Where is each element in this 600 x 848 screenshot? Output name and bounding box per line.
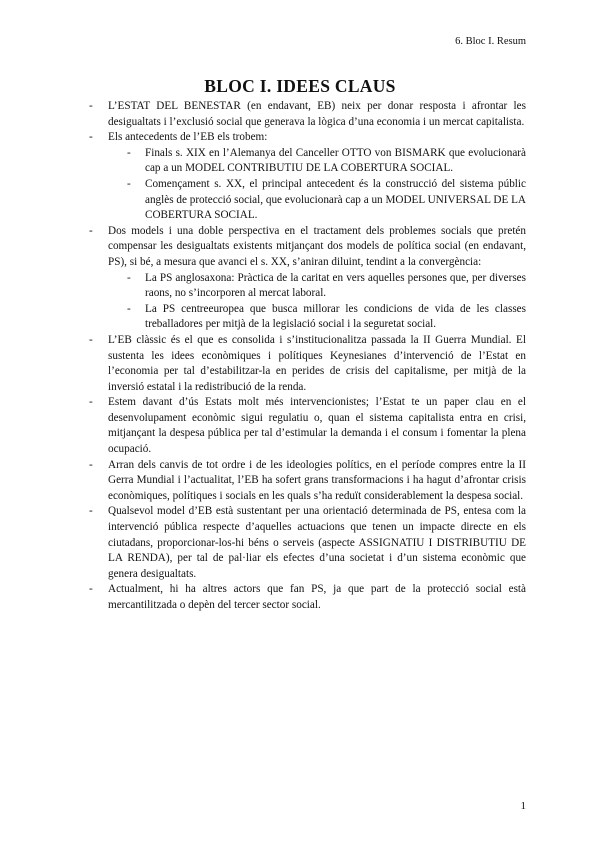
sub-bullet-marker: -	[127, 146, 131, 159]
sub-bullet-item	[89, 146, 526, 177]
bullet-marker: -	[89, 583, 93, 596]
bullet-text: Estem davant d’ús Estats molt més intervencionistes; l’Estat te un paper clau en el desenvolupament econòmic sigui regulatiu o, quan el sistema capitalista entra en crisi, mitjançant la despesa pública per tal d’estimular la demanda i el consum i fomentar la plena ocupació.	[108, 396, 526, 456]
sub-bullet-item	[89, 271, 526, 302]
sub-bullet-marker: -	[127, 271, 131, 284]
bullet-text: Actualment, hi ha altres actors que fan PS, ja que part de la protecció social està mercantilitzada o depèn del tercer sector social.	[108, 583, 526, 611]
sub-list	[89, 271, 526, 333]
bullet-marker: -	[89, 505, 93, 518]
sub-list	[89, 146, 526, 224]
page-number: 1	[520, 800, 526, 812]
bullet-item	[89, 458, 526, 505]
sub-bullet-marker: -	[127, 177, 131, 190]
bullet-marker: -	[89, 396, 93, 409]
bullet-text: L’ESTAT DEL BENESTAR (en endavant, EB) neix per donar resposta i afrontar les desigualtats i l’exclusió social que generava la lògica d’una economia i un mercat capitalista.	[108, 100, 526, 128]
bullet-item	[89, 582, 526, 613]
bullet-text: Els antecedents de l’EB els trobem:	[108, 131, 268, 144]
bullet-text: Arran dels canvis de tot ordre i de les ideologies polítics, en el període compres entre la II Gerra Mundial i l’actualitat, l’EB ha sofert grans transformacions i ha hagut d’afrontar crisis econòmiques, polítiques i socials en les quals s’ha reduït considerablement la despesa social.	[108, 458, 526, 502]
sub-bullet-text: Començament s. XX, el principal antecedent és la construcció del sistema públic anglès de protecció social, que evolucionarà cap a un MODEL UNIVERSAL DE LA COBERTURA SOCIAL.	[145, 177, 526, 222]
bullet-marker: -	[89, 333, 93, 346]
sub-bullet-item	[89, 177, 526, 224]
running-header: 6. Bloc I. Resum	[455, 36, 526, 47]
bullet-marker: -	[89, 224, 93, 237]
sub-bullet-marker: -	[127, 302, 131, 315]
bullet-marker: -	[89, 131, 93, 144]
bullet-item	[89, 333, 526, 395]
bullet-text: Qualsevol model d’EB està sustentant per una orientació determinada de PS, entesa com la intervenció pública respecte d’aquelles actuacions que tenen un impacte directe en els ciutadans, proporcionar-los-hi béns o serveis (aspecte ASSIGNATIU I DISTRIBUTIU DE LA RENDA), per tal de pal·liar els efectes d’una societat i d’un sistema econòmic que genera desigualtats.	[108, 505, 526, 580]
page-title: BLOC I. IDEES CLAUS	[204, 76, 396, 96]
bullet-item	[89, 224, 526, 271]
bullet-marker: -	[89, 458, 93, 471]
sub-bullet-item	[89, 302, 526, 333]
bullet-item	[89, 99, 526, 130]
sub-bullet-text: La PS centreeuropea que busca millorar les condicions de vida de les classes treballadores per mitjà de la legislació social i la seguretat social.	[145, 302, 526, 331]
bullet-text: L’EB clàssic és el que es consolida i s’institucionalitza passada la II Guerra Mundial. El sustenta les idees econòmiques i polítiques Keynesianes d’intervenció de l’Estat en l’economia per tal d’estabilitzar-la en perides de crisis del capitalisme, per mitjà de la inversió estatal i la redistribució de la renda.	[108, 333, 526, 393]
bullet-marker: -	[89, 100, 93, 112]
bullet-item	[89, 504, 526, 582]
document-body	[89, 99, 526, 614]
bullet-list	[89, 99, 526, 614]
bullet-item	[89, 395, 526, 457]
sub-bullet-text: Finals s. XIX en l’Alemanya del Canceller OTTO von BISMARK que evolucionarà cap a un MODEL CONTRIBUTIU DE LA COBERTURA SOCIAL.	[145, 146, 526, 175]
bullet-text: Dos models i una doble perspectiva en el tractament dels problemes socials que pretén compensar les desigualtats existents mitjançant dos models de política social (en endavant, PS), si bé, a mesura que avanci el s. XX, s’aniran diluint, tendint a la convergència:	[108, 224, 526, 268]
sub-bullet-text: La PS anglosaxona: Pràctica de la caritat en vers aquelles persones que, per diverses raons, no s’incorporen al mercat laboral.	[145, 271, 526, 300]
bullet-item	[89, 130, 526, 146]
